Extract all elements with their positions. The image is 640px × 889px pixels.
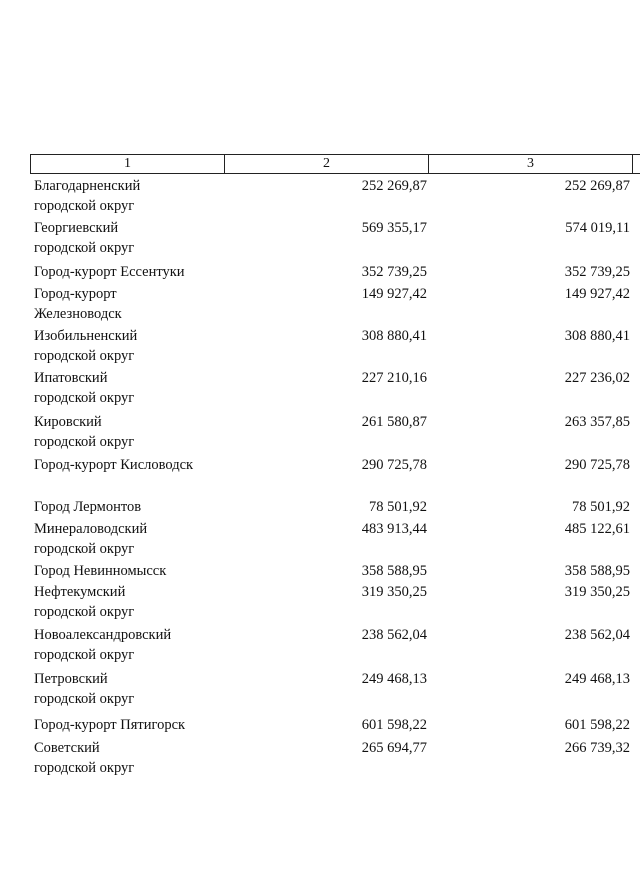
municipality-name bbox=[34, 582, 224, 622]
value-column-3: 227 236,02 bbox=[564, 370, 630, 386]
municipality-name-line: городской округ bbox=[34, 240, 135, 256]
municipality-name-line: городской округ bbox=[34, 604, 135, 620]
municipality-name-line: Город Невинномысск bbox=[34, 563, 167, 579]
value-column-3: 249 468,13 bbox=[564, 671, 630, 687]
municipality-name bbox=[34, 519, 224, 559]
municipality-name-line: Город-курорт Ессентуки bbox=[34, 264, 185, 280]
municipality-name-line: городской округ bbox=[34, 691, 135, 707]
value-column-2: 265 694,77 bbox=[361, 740, 427, 756]
municipality-name-line: Ипатовский bbox=[34, 370, 108, 386]
municipality-name bbox=[34, 368, 224, 408]
value-column-3: 308 880,41 bbox=[564, 328, 630, 344]
municipality-name-line: Город-курорт bbox=[34, 286, 117, 302]
municipality-name bbox=[34, 218, 224, 258]
value-column-2: 308 880,41 bbox=[361, 328, 427, 344]
municipality-name-line: Петровский bbox=[34, 671, 108, 687]
municipality-name-line: городской округ bbox=[34, 541, 135, 557]
municipality-name-line: Город-курорт Пятигорск bbox=[34, 717, 186, 733]
municipality-name bbox=[34, 262, 224, 282]
municipality-name bbox=[34, 738, 224, 778]
municipality-name bbox=[34, 669, 224, 709]
municipality-name-line: Минераловодский bbox=[34, 521, 148, 537]
municipality-name-line: Георгиевский bbox=[34, 220, 119, 236]
municipality-name-line: Город-курорт Кисловодск bbox=[34, 457, 194, 473]
municipality-name bbox=[34, 625, 224, 665]
value-column-3: 574 019,11 bbox=[565, 220, 630, 236]
value-column-3: 238 562,04 bbox=[564, 627, 630, 643]
value-column-2: 290 725,78 bbox=[361, 457, 427, 473]
column-header-3: 3 bbox=[429, 155, 633, 173]
municipality-name bbox=[34, 284, 224, 324]
municipality-name-line: городской округ bbox=[34, 760, 135, 776]
municipality-name-line: Новоалександровский bbox=[34, 627, 172, 643]
value-column-2: 238 562,04 bbox=[361, 627, 427, 643]
value-column-3: 319 350,25 bbox=[564, 584, 630, 600]
value-column-3: 352 739,25 bbox=[564, 264, 630, 280]
table-column-header bbox=[30, 154, 640, 174]
municipality-name-line: Благодарненский bbox=[34, 178, 141, 194]
municipality-name-line: Советский bbox=[34, 740, 100, 756]
value-column-3: 263 357,85 bbox=[564, 414, 630, 430]
value-column-3: 252 269,87 bbox=[564, 178, 630, 194]
value-column-3: 266 739,32 bbox=[564, 740, 630, 756]
value-column-2: 249 468,13 bbox=[361, 671, 427, 687]
value-column-3: 290 725,78 bbox=[564, 457, 630, 473]
municipality-name-line: городской округ bbox=[34, 348, 135, 364]
municipality-name bbox=[34, 715, 224, 735]
municipality-name-line: Город Лермонтов bbox=[34, 499, 142, 515]
column-header-1: 1 bbox=[31, 155, 225, 173]
municipality-name bbox=[34, 497, 224, 517]
value-column-3: 485 122,61 bbox=[564, 521, 630, 537]
value-column-3: 149 927,42 bbox=[564, 286, 630, 302]
value-column-2: 261 580,87 bbox=[361, 414, 427, 430]
municipality-name-line: Изобильненский bbox=[34, 328, 138, 344]
municipality-name bbox=[34, 176, 224, 216]
value-column-2: 319 350,25 bbox=[361, 584, 427, 600]
value-column-2: 252 269,87 bbox=[361, 178, 427, 194]
municipality-name bbox=[34, 412, 224, 452]
value-column-2: 352 739,25 bbox=[361, 264, 427, 280]
municipality-name-line: Железноводск bbox=[34, 306, 122, 322]
value-column-3: 601 598,22 bbox=[564, 717, 630, 733]
municipality-name bbox=[34, 455, 224, 475]
value-column-3: 78 501,92 bbox=[572, 499, 630, 515]
value-column-2: 78 501,92 bbox=[369, 499, 427, 515]
municipality-name-line: городской округ bbox=[34, 198, 135, 214]
value-column-2: 483 913,44 bbox=[361, 521, 427, 537]
value-column-3: 358 588,95 bbox=[564, 563, 630, 579]
municipality-name-line: Кировский bbox=[34, 414, 102, 430]
municipality-name bbox=[34, 561, 224, 581]
value-column-2: 358 588,95 bbox=[361, 563, 427, 579]
value-column-2: 149 927,42 bbox=[361, 286, 427, 302]
municipality-name-line: городской округ bbox=[34, 434, 135, 450]
value-column-2: 227 210,16 bbox=[361, 370, 427, 386]
municipality-name-line: Нефтекумский bbox=[34, 584, 126, 600]
column-header-2: 2 bbox=[225, 155, 429, 173]
municipality-name-line: городской округ bbox=[34, 390, 135, 406]
municipality-name bbox=[34, 326, 224, 366]
municipality-name-line: городской округ bbox=[34, 647, 135, 663]
value-column-2: 569 355,17 bbox=[361, 220, 427, 236]
value-column-2: 601 598,22 bbox=[361, 717, 427, 733]
